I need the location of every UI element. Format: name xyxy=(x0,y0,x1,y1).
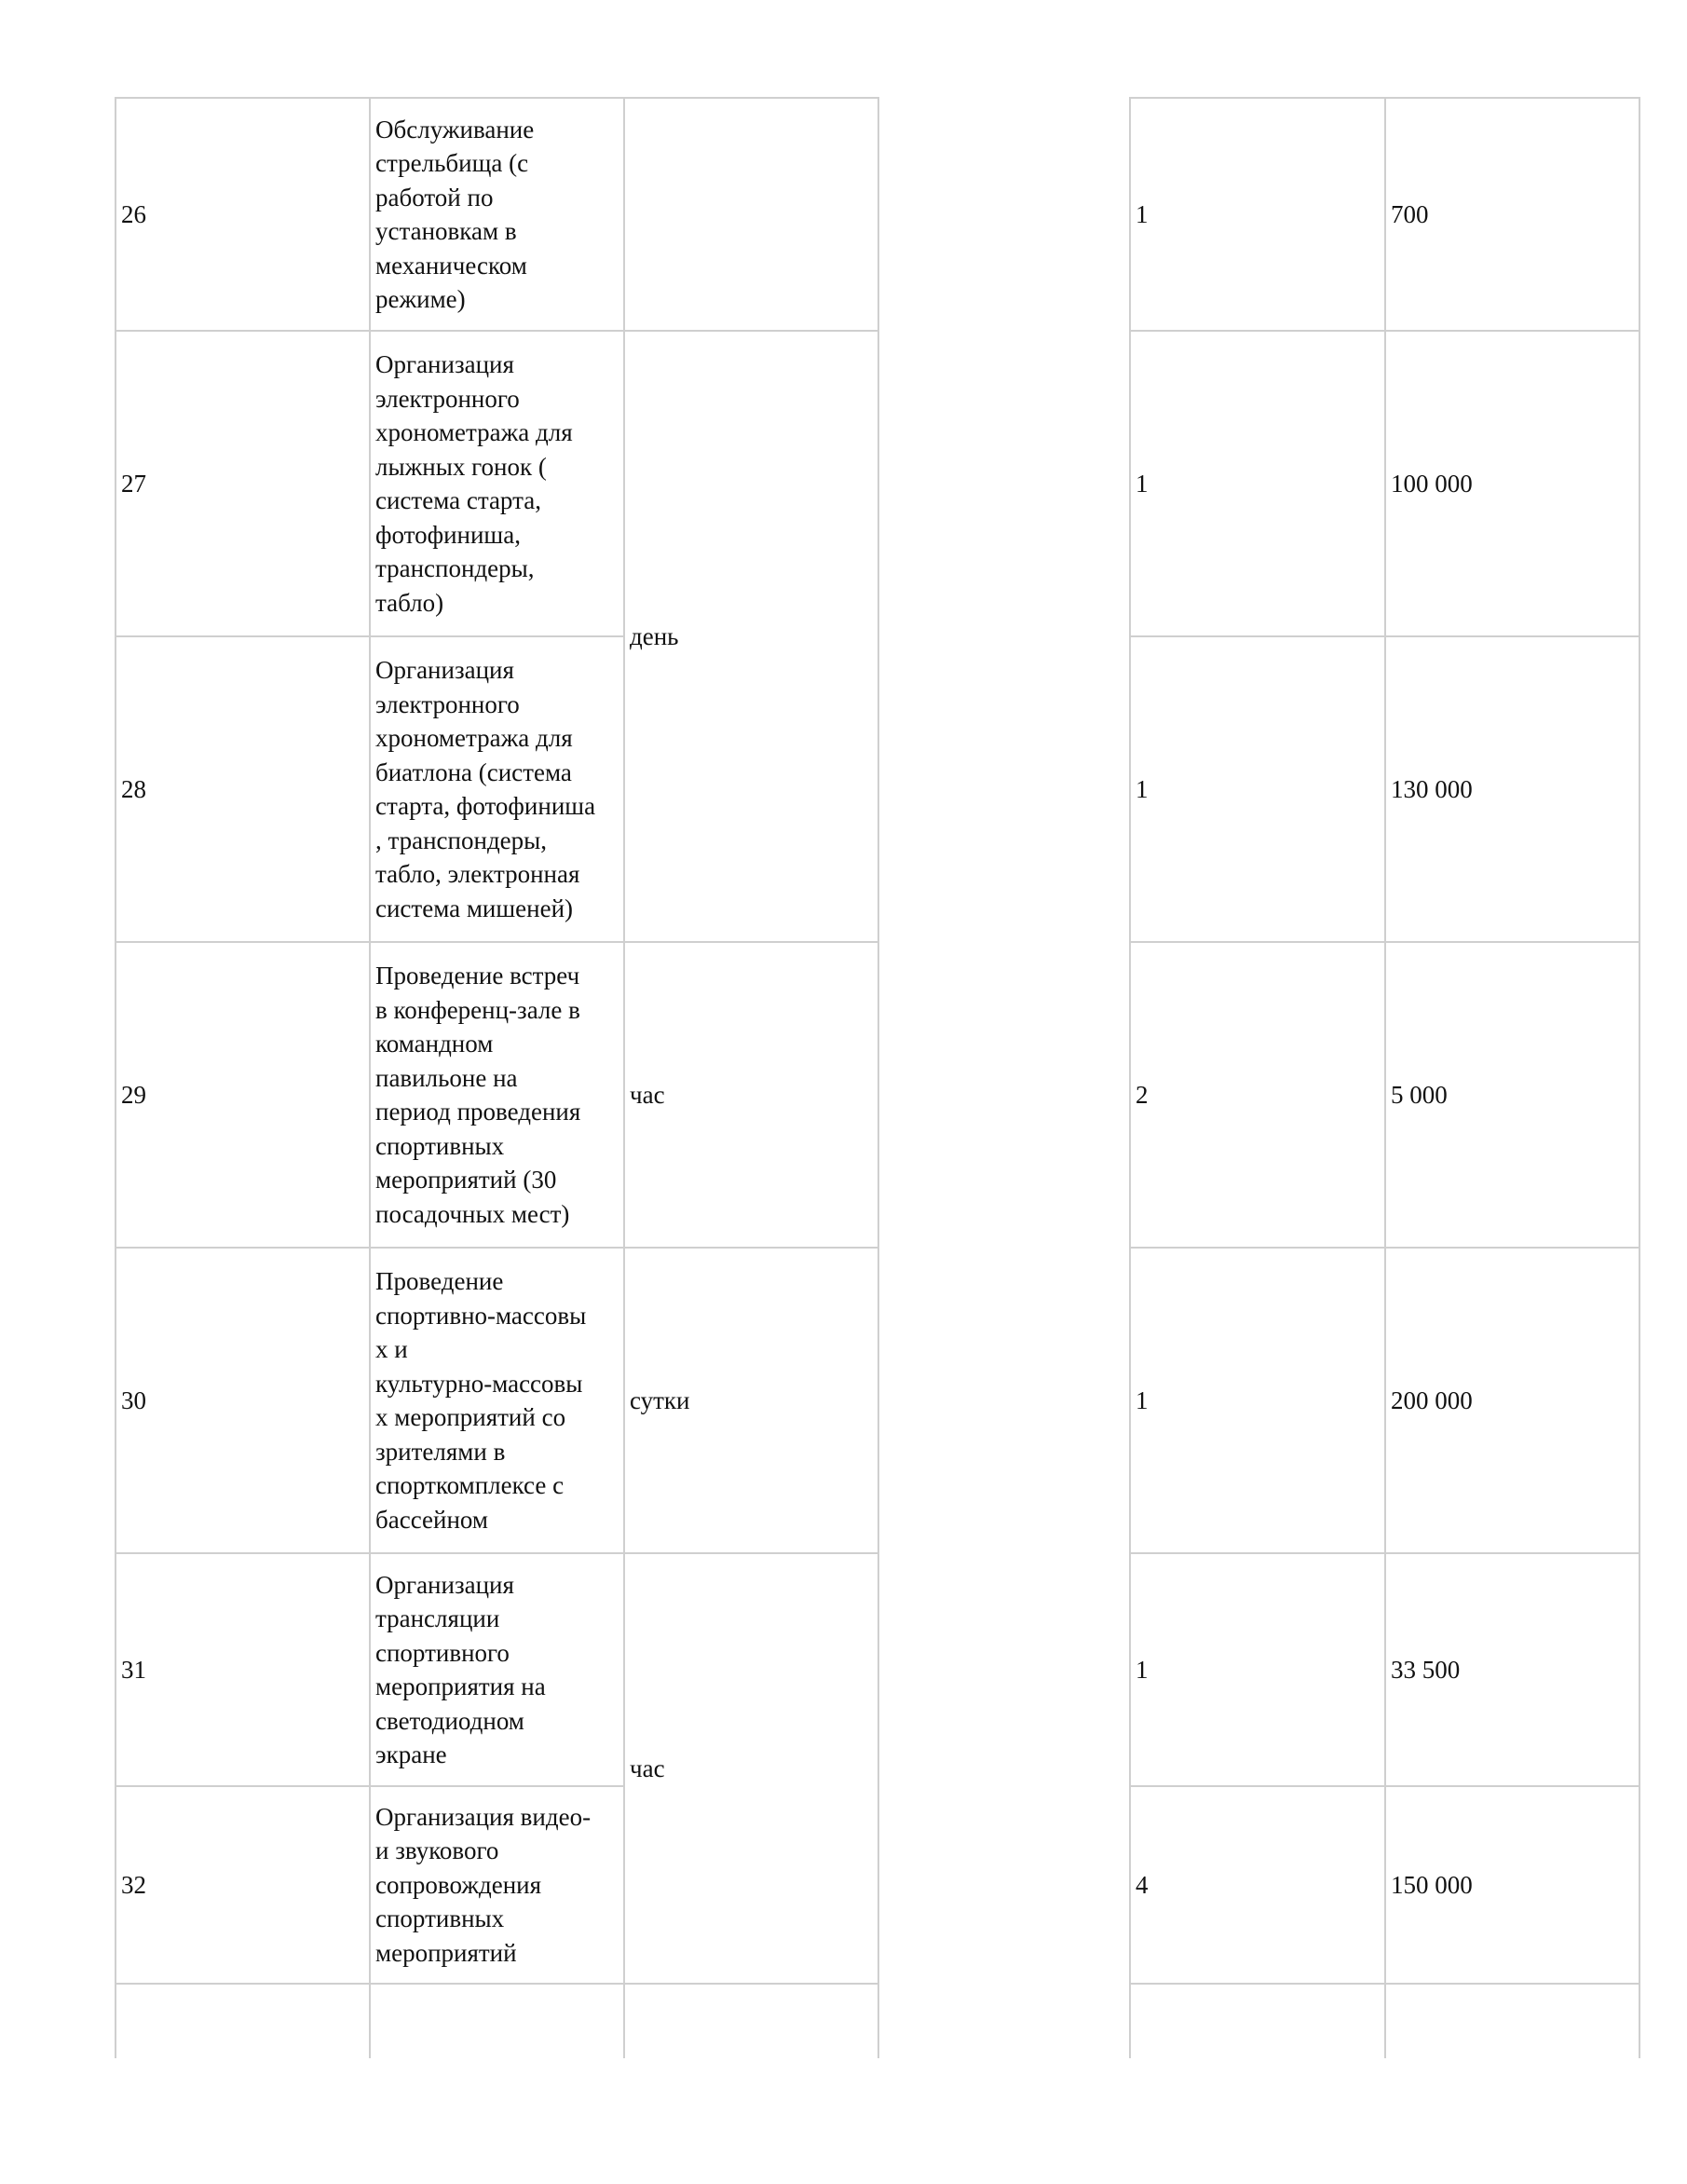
services-table xyxy=(115,97,1640,2058)
row-number: 32 xyxy=(116,1786,370,1984)
price-cell: 150 000 xyxy=(1385,1786,1639,1984)
row-number: 29 xyxy=(116,942,370,1248)
empty-cell xyxy=(1385,1984,1639,2058)
quantity-cell: 1 xyxy=(1130,1553,1385,1786)
table-row xyxy=(116,942,1639,1248)
quantity-cell: 2 xyxy=(1130,942,1385,1248)
empty-cell xyxy=(1130,1984,1385,2058)
table-row xyxy=(116,331,1639,636)
unit-cell: час xyxy=(624,1553,878,1984)
service-description: Организация электронного хронометража для биатлона (система старта, фотофиниша , транспондеры, табло, электронная система мишеней) xyxy=(370,636,624,942)
table-row xyxy=(116,1553,1639,1786)
empty-cell xyxy=(624,1984,878,2058)
price-cell: 130 000 xyxy=(1385,636,1639,942)
price-cell: 5 000 xyxy=(1385,942,1639,1248)
price-cell: 33 500 xyxy=(1385,1553,1639,1786)
row-number: 27 xyxy=(116,331,370,636)
row-number: 31 xyxy=(116,1553,370,1786)
row-number: 26 xyxy=(116,98,370,331)
price-cell: 700 xyxy=(1385,98,1639,331)
column-gap xyxy=(878,98,1130,2058)
unit-cell: день xyxy=(624,331,878,942)
quantity-cell: 1 xyxy=(1130,98,1385,331)
empty-cell xyxy=(370,1984,624,2058)
service-description: Организация видео- и звукового сопровождения спортивных мероприятий xyxy=(370,1786,624,1984)
service-description: Обслуживание стрельбища (с работой по установкам в механическом режиме) xyxy=(370,98,624,331)
quantity-cell: 1 xyxy=(1130,636,1385,942)
table-row xyxy=(116,1984,1639,2058)
empty-cell xyxy=(116,1984,370,2058)
service-description: Организация электронного хронометража для лыжных гонок ( система старта, фотофиниша, транспондеры, табло) xyxy=(370,331,624,636)
unit-cell: сутки xyxy=(624,1248,878,1553)
row-number: 30 xyxy=(116,1248,370,1553)
price-cell: 200 000 xyxy=(1385,1248,1639,1553)
unit-cell xyxy=(624,98,878,331)
price-cell: 100 000 xyxy=(1385,331,1639,636)
row-number: 28 xyxy=(116,636,370,942)
service-description: Проведение встреч в конференц-зале в командном павильоне на период проведения спортивных мероприятий (30 посадочных мест) xyxy=(370,942,624,1248)
service-description: Проведение спортивно-массовы х и культурно-массовы х мероприятий со зрителями в спорткомплексе с бассейном xyxy=(370,1248,624,1553)
table-row xyxy=(116,1248,1639,1553)
service-description: Организация трансляции спортивного мероприятия на светодиодном экране xyxy=(370,1553,624,1786)
table-row xyxy=(116,98,1639,331)
quantity-cell: 1 xyxy=(1130,1248,1385,1553)
quantity-cell: 1 xyxy=(1130,331,1385,636)
quantity-cell: 4 xyxy=(1130,1786,1385,1984)
unit-cell: час xyxy=(624,942,878,1248)
